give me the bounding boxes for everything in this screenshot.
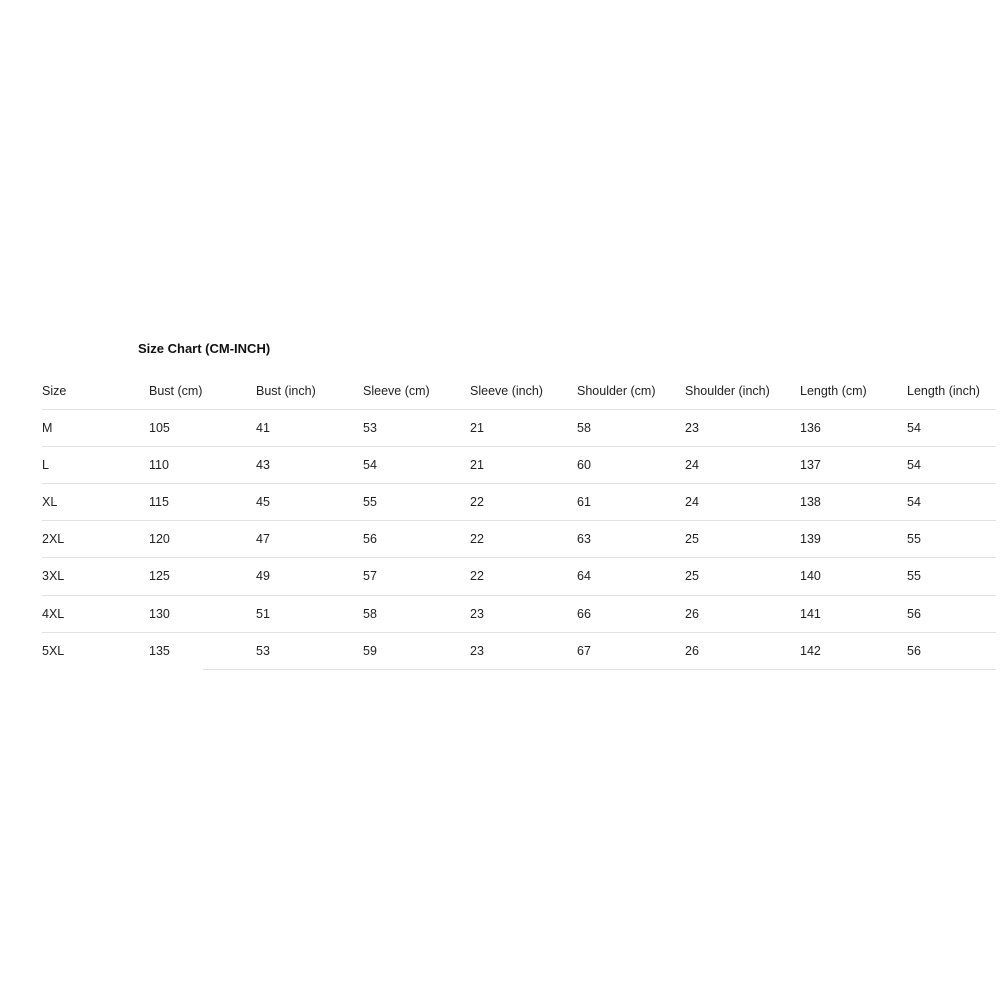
table-cell: 49 (256, 569, 270, 584)
column-header-size: Size (42, 384, 67, 398)
table-cell: 23 (470, 643, 484, 658)
table-cell: 24 (685, 458, 699, 473)
column-header-bust-cm: Bust (cm) (149, 384, 203, 398)
column-header-bust-inch: Bust (inch) (256, 384, 316, 398)
table-cell: 138 (800, 495, 821, 510)
table-row (0, 596, 1000, 633)
column-header-length-inch: Length (inch) (907, 384, 980, 398)
table-row (0, 521, 1000, 558)
table-cell: 22 (470, 569, 484, 584)
table-cell: 26 (685, 606, 699, 621)
table-cell: 55 (907, 532, 921, 547)
table-cell: 43 (256, 458, 270, 473)
table-cell: 25 (685, 532, 699, 547)
table-cell: 23 (470, 606, 484, 621)
table-cell: 25 (685, 569, 699, 584)
table-cell: 2XL (42, 532, 65, 547)
table-cell: 105 (149, 421, 170, 436)
table-row (0, 410, 1000, 447)
table-cell: 21 (470, 421, 484, 436)
column-header-sleeve-inch: Sleeve (inch) (470, 384, 543, 398)
table-cell: 56 (363, 532, 377, 547)
table-cell: L (42, 458, 49, 473)
table-cell: 58 (577, 421, 591, 436)
table-cell: 59 (363, 643, 377, 658)
column-header-shoulder-cm: Shoulder (cm) (577, 384, 656, 398)
table-cell: 139 (800, 532, 821, 547)
table-cell: 5XL (42, 643, 65, 658)
table-cell: XL (42, 495, 58, 510)
column-header-sleeve-cm: Sleeve (cm) (363, 384, 430, 398)
table-cell: 47 (256, 532, 270, 547)
table-cell: 140 (800, 569, 821, 584)
table-cell: 53 (256, 643, 270, 658)
table-cell: 55 (363, 495, 377, 510)
table-cell: 54 (363, 458, 377, 473)
table-cell: 58 (363, 606, 377, 621)
table-cell: 61 (577, 495, 591, 510)
size-chart-table (0, 373, 1000, 670)
table-cell: 115 (149, 495, 169, 510)
table-cell: 67 (577, 643, 591, 658)
table-row (0, 558, 1000, 595)
table-cell: 64 (577, 569, 591, 584)
column-header-shoulder-inch: Shoulder (inch) (685, 384, 770, 398)
table-cell: 142 (800, 643, 821, 658)
table-cell: M (42, 421, 53, 436)
table-cell: 41 (256, 421, 270, 436)
table-cell: 56 (907, 643, 921, 658)
table-cell: 23 (685, 421, 699, 436)
table-cell: 60 (577, 458, 591, 473)
table-cell: 24 (685, 495, 699, 510)
table-cell: 66 (577, 606, 591, 621)
table-cell: 55 (907, 569, 921, 584)
table-cell: 54 (907, 421, 921, 436)
table-bottom-border (203, 669, 996, 670)
table-cell: 110 (149, 458, 169, 473)
table-cell: 130 (149, 606, 170, 621)
table-cell: 54 (907, 495, 921, 510)
table-cell: 22 (470, 532, 484, 547)
table-cell: 125 (149, 569, 170, 584)
table-header-row (0, 373, 1000, 410)
table-cell: 57 (363, 569, 377, 584)
table-cell: 141 (800, 606, 821, 621)
table-cell: 53 (363, 421, 377, 436)
table-cell: 56 (907, 606, 921, 621)
table-cell: 22 (470, 495, 484, 510)
table-cell: 135 (149, 643, 170, 658)
page-title: Size Chart (CM-INCH) (138, 341, 271, 356)
table-cell: 4XL (42, 606, 65, 621)
table-cell: 3XL (42, 569, 65, 584)
column-header-length-cm: Length (cm) (800, 384, 867, 398)
table-cell: 54 (907, 458, 921, 473)
table-cell: 120 (149, 532, 170, 547)
table-cell: 21 (470, 458, 484, 473)
table-cell: 63 (577, 532, 591, 547)
table-cell: 136 (800, 421, 821, 436)
table-cell: 45 (256, 495, 270, 510)
table-cell: 137 (800, 458, 821, 473)
table-cell: 26 (685, 643, 699, 658)
table-cell: 51 (256, 606, 270, 621)
table-row (0, 633, 1000, 670)
table-row (0, 484, 1000, 521)
table-row (0, 447, 1000, 484)
